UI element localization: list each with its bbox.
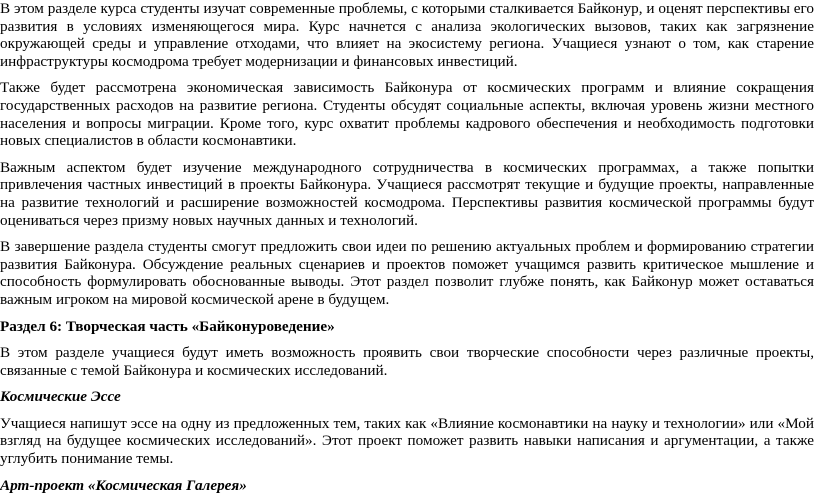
paragraph: В этом разделе курса студенты изучат современные проблемы, с которыми сталкивается Байконур, и оценят перспективы его развития в условиях изменяющегося мира. Курс начнется с анализа экологических вызовов, таких как загрязнение окружающей среды и управление отходами, что влияет на экосистему региона. Учащиеся узнают о том, как старение инфраструктуры космодрома требует модернизации и финансовых инвестиций. xyxy=(0,0,814,70)
paragraph: В этом разделе учащиеся будут иметь возможность проявить свои творческие способности через различные проекты, связанные с темой Байконура и космических исследований. xyxy=(0,344,814,379)
paragraph: Учащиеся напишут эссе на одну из предложенных тем, таких как «Влияние космонавтики на науку и технологии» или «Мой взгляд на будущее космических исследований». Этот проект поможет развить навыки написания и аргументации, а также углубить понимание темы. xyxy=(0,414,814,468)
subheading: Космические Эссе xyxy=(0,388,121,406)
section-heading: Раздел 6: Творческая часть «Байконуроведение» xyxy=(0,317,335,335)
paragraph: Также будет рассмотрена экономическая зависимость Байконура от космических программ и влияние сокращения государственных расходов на развитие региона. Студенты обсудят социальные аспекты, включая уровень жизни местного населения и вопросы миграции. Кроме того, курс охватит проблемы кадрового обеспечения и необходимость подготовки новых специалистов в области космонавтики. xyxy=(0,79,814,150)
subheading: Арт-проект «Космическая Галерея» xyxy=(0,476,247,494)
paragraph: В завершение раздела студенты смогут предложить свои идеи по решению актуальных проблем и формированию стратегии развития Байконура. Обсуждение реальных сценариев и проектов поможет учащимся развить критическое мышление и способность формулировать обоснованные выводы. Этот раздел позволит глубже понять, как Байконур может оставаться важным игроком на мировой космической арене в будущем. xyxy=(0,238,814,308)
paragraph: Важным аспектом будет изучение международного сотрудничества в космических программах, а также попытки привлечения частных инвестиций в проекты Байконура. Учащиеся рассмотрят текущие и будущие проекты, направленные на развитие технологий и расширение возможностей космодрома. Перспективы развития космической программы будут оцениваться через призму новых научных данных и технологий. xyxy=(0,158,814,229)
